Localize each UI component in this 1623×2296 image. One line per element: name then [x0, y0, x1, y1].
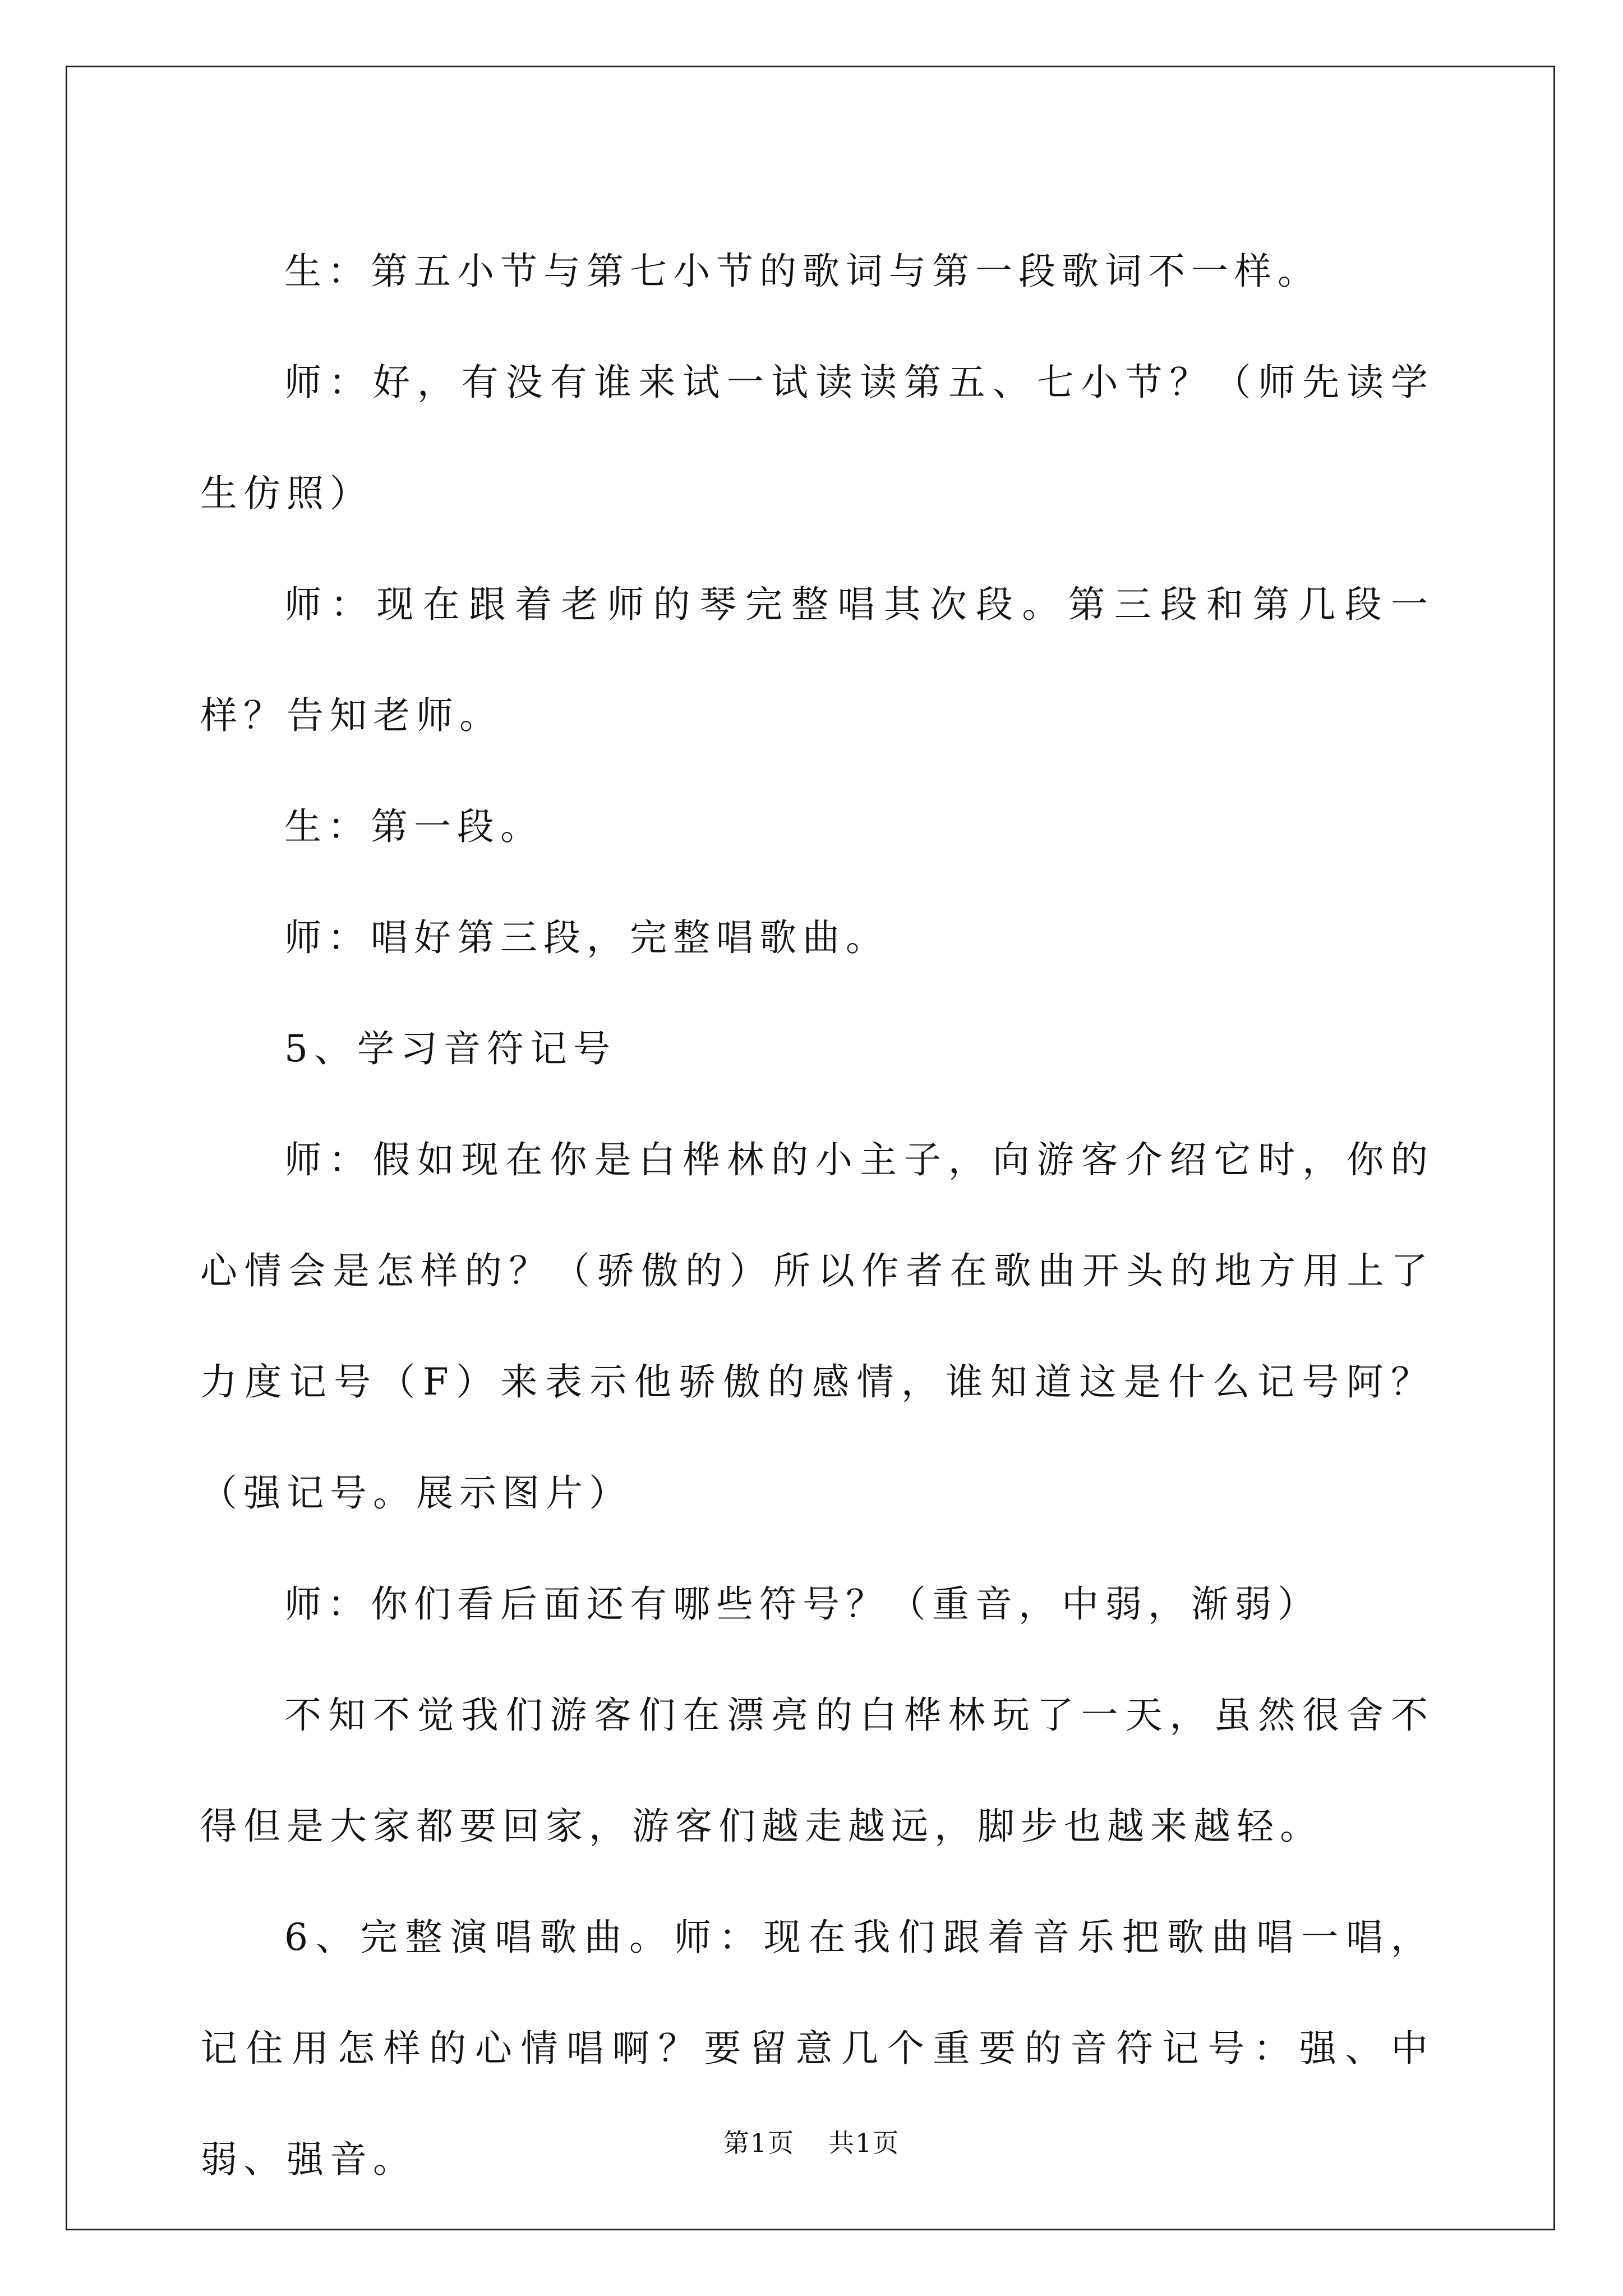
paragraph: 生：第五小节与第七小节的歌词与第一段歌词不一样。: [284, 250, 1321, 293]
paragraph: 师：你们看后面还有哪些符号？（重音，中弱，渐弱）: [284, 1582, 1321, 1626]
paragraph: 师：假如现在你是白桦林的小主子，向游客介绍它时，你的心情会是怎样的？（骄傲的）所以作者在歌曲开头的地方用上了力度记号（F）来表示他骄傲的感情，谁知道这是什么记号阿？（强记号。展示图片）: [200, 1138, 1434, 1515]
paragraph: 师：唱好第三段，完整唱歌曲。: [284, 916, 889, 959]
paragraph: 师：现在跟着老师的琴完整唱其次段。第三段和第几段一样？告知老师。: [200, 583, 1434, 737]
page-total: 共1页: [828, 2128, 900, 2158]
paragraph: 不知不觉我们游客们在漂亮的白桦林玩了一天，虽然很舍不得但是大家都要回家，游客们越走越远，脚步也越来越轻。: [200, 1694, 1434, 1848]
page-footer: [0, 2123, 1623, 2160]
page-number: 第1页: [723, 2128, 795, 2158]
paragraph: 6、完整演唱歌曲。师：现在我们跟着音乐把歌曲唱一唱，记住用怎样的心情唱啊？要留意几个重要的音符记号：强、中弱、强音。: [200, 1916, 1434, 2181]
paragraph: 师：好，有没有谁来试一试读读第五、七小节？（师先读学生仿照）: [200, 361, 1434, 515]
paragraph: 生：第一段。: [284, 805, 543, 848]
document-body: [200, 216, 1434, 2215]
section-heading: 5、学习音符记号: [284, 1027, 616, 1070]
